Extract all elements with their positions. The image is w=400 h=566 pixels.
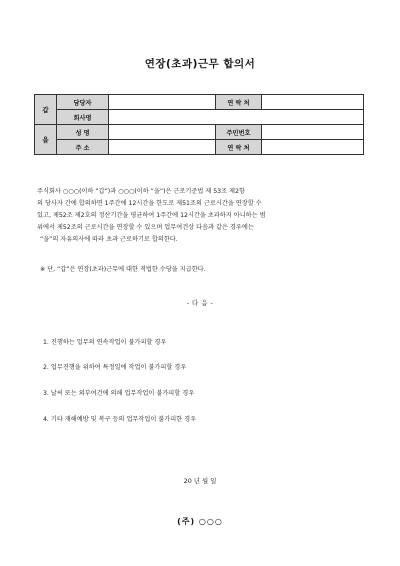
payment-note: ※ 단, “갑”은 연장(초과)근무에 대한 적법한 수당을 지급한다. [40,266,206,273]
table-row [35,95,364,110]
body-line: 의 당사자 간에 합의하면 1주간에 12시간을 한도로 제51조의 근로시간을 연장할 수 [37,200,262,207]
body-line: “을”의 자유의사에 따라 초과 근로하기로 합의한다. [40,236,178,243]
agreement-body [37,186,361,246]
contact-label-b: 연 락 처 [216,140,262,155]
manager-field[interactable] [109,95,216,110]
list-item: 4. 기타 재해예방 및 복구 등의 업무작업이 불가피한 경우 [43,416,197,423]
address-field[interactable] [109,140,216,155]
body-line: 있고, 제52조 제2호의 정산기간을 평균하여 1주간에 12시간을 초과하지 아니하는 범 [37,212,266,219]
table-row [35,110,364,125]
name-field[interactable] [109,125,216,140]
body-line: 위에서 제52조의 근로시간을 연장할 수 있으며 업무여건상 다음과 같은 경우에는 [37,224,254,231]
manager-label: 담당자 [57,95,109,110]
company-name-label: 회사명 [57,110,109,125]
list-item: 2. 업무진행을 위하여 특정일에 작업이 불가피할 경우 [43,364,187,371]
resident-number-label: 주민번호 [216,125,262,140]
party-info-table [34,94,364,155]
contact-field-b[interactable] [262,140,364,155]
contact-field-a[interactable] [262,95,364,110]
party-a-label: 갑 [35,95,57,125]
party-b-label: 을 [35,125,57,155]
document-title: 연장(초과)근무 합의서 [144,58,256,70]
date-line: 20 년 월 일 [183,477,217,485]
name-label: 성 명 [57,125,109,140]
resident-number-field[interactable] [262,125,364,140]
following-heading: - 다 음 - [186,299,214,307]
address-label: 주 소 [57,140,109,155]
company-signature: (주) ○○○ [177,517,223,526]
list-item: 1. 진행하는 업무의 연속작업이 불가피할 경우 [43,339,167,346]
company-name-field[interactable] [109,110,364,125]
body-line: 주식회사 ○○○(이하 “갑”)과 ○○○(이하 “을”)은 근로기준법 제 53조 제2항 [37,188,245,195]
table-row [35,140,364,155]
contact-label-a: 연 락 처 [216,95,262,110]
table-row [35,125,364,140]
list-item: 3. 날씨 또는 외부여건에 의해 업무작업이 불가피할 경우 [43,390,195,397]
